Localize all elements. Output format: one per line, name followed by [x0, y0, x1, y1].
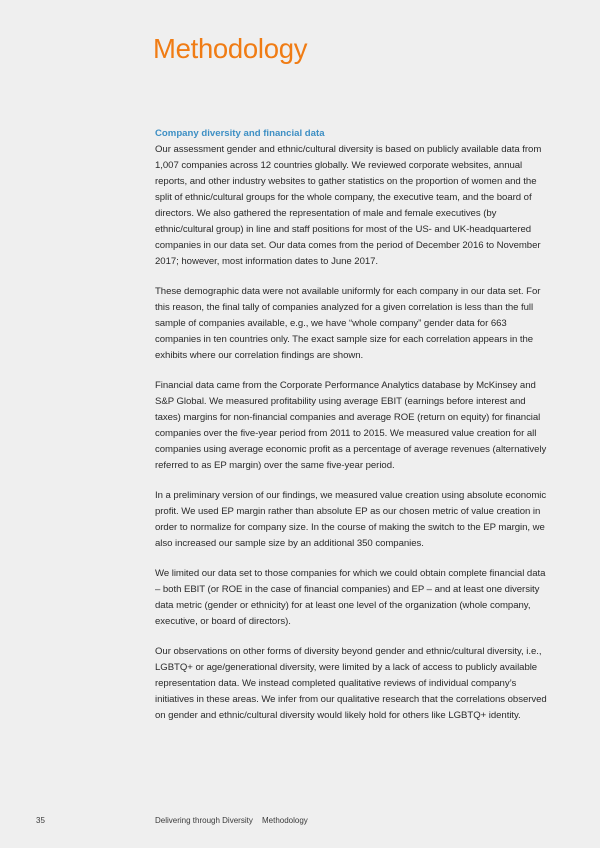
- paragraph-preliminary-version: In a preliminary version of our findings, we measured value creation using absolute economic profit. We used EP margin rather than absolute EP as our chosen metric of value creation in order to normalize for company size. In the course of making the switch to the EP margin, we also increased our sample size by an additional 350 companies.: [155, 490, 547, 549]
- section-heading: Company diversity and financial data: [155, 128, 325, 139]
- paragraph-financial-data: Financial data came from the Corporate Performance Analytics database by McKinsey and S&P Global. We measured profitability using average EBIT (earnings before interest and taxes) margins for non-financial companies and average ROE (return on equity) for financial companies over the five-year period from 2011 to 2015. We measured value creation for all companies using average economic profit as a percentage of average revenues (alternatively referred to as EP margin) over the same five-year period.: [155, 380, 547, 471]
- footer-section-name: Methodology: [262, 816, 308, 825]
- paragraph-diversity-data: Our assessment gender and ethnic/cultural diversity is based on publicly available data from 1,007 companies across 12 countries globally. We reviewed corporate websites, annual reports, and other industry websites to gather statistics on the proportion of women and the split of ethnic/cultural groups for the whole company, the executive team, and the board of directors. We also gathered the representation of male and female executives (by ethnic/cultural group) in line and staff positions for most of the US- and UK-headquartered companies in our data set. Our data comes from the period of December 2016 to November 2017; however, most information dates to June 2017.: [155, 144, 542, 267]
- paragraph-other-diversity: Our observations on other forms of diversity beyond gender and ethnic/cultural diversity, i.e., LGBTQ+ or age/generational diversity, were limited by a lack of access to publicly available representation data. We instead completed qualitative reviews of individual company’s initiatives in these areas. We infer from our qualitative research that the correlations observed on gender and ethnic/cultural diversity would likely hold for others like LGBTQ+ identity.: [155, 646, 547, 721]
- main-content: [155, 126, 547, 738]
- footer-document-title: Delivering through Diversity: [155, 816, 253, 825]
- page-number: 35: [36, 816, 45, 825]
- page-title: Methodology: [153, 33, 308, 64]
- paragraph-data-set-limits: We limited our data set to those companies for which we could obtain complete financial data – both EBIT (or ROE in the case of financial companies) and EP – and at least one diversity data metric (gender or ethnicity) for at least one level of the organization (whole company, executive, or board of directors).: [155, 568, 546, 627]
- paragraph-demographic-availability: These demographic data were not available uniformly for each company in our data set. For this reason, the final tally of companies analyzed for a given correlation is less than the full sample of companies available, e.g., we have “whole company” gender data for 663 companies in ten countries only. The exact sample size for each correlation appears in the exhibits where our correlation findings are shown.: [155, 286, 541, 361]
